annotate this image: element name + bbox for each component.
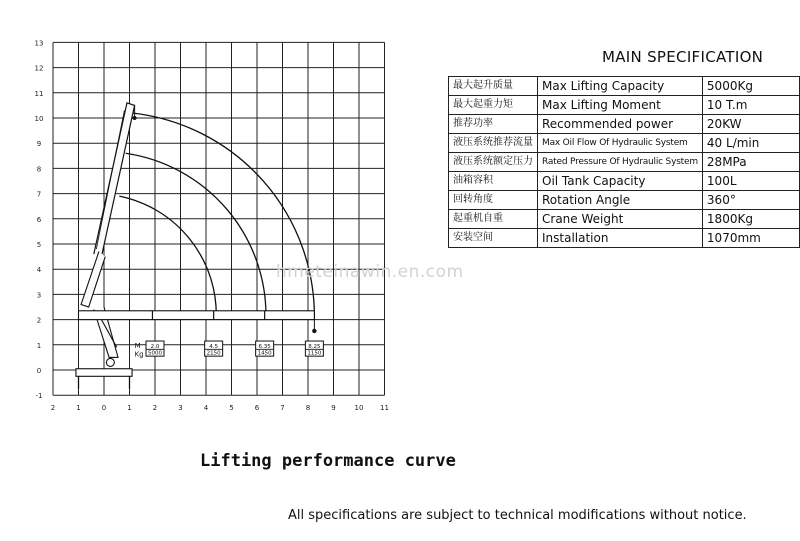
x-tick-label: 1 bbox=[127, 404, 132, 413]
spec-row bbox=[449, 134, 800, 153]
spec-label-en: Max Oil Flow Of Hydraulic System bbox=[538, 134, 703, 153]
load-m-label: M bbox=[134, 341, 141, 350]
spec-row bbox=[449, 153, 800, 172]
slew-ring bbox=[106, 358, 114, 366]
y-tick-label: 3 bbox=[36, 291, 42, 300]
spec-label-en: Max Lifting Capacity bbox=[538, 77, 703, 96]
x-tick-label: 6 bbox=[254, 404, 260, 413]
spec-label-en: Rated Pressure Of Hydraulic System bbox=[538, 153, 703, 172]
spec-label-cn: 液压系统推荐流量 bbox=[449, 134, 538, 153]
spec-row bbox=[449, 229, 800, 248]
spec-row bbox=[449, 77, 800, 96]
y-tick-label: 11 bbox=[34, 89, 44, 98]
spec-label-cn: 安装空间 bbox=[449, 229, 538, 248]
spec-label-en: Rotation Angle bbox=[538, 191, 703, 210]
load-radius: 6.35 bbox=[258, 343, 271, 350]
spec-value: 40 L/min bbox=[702, 134, 799, 153]
caption: Lifting performance curve bbox=[200, 451, 456, 471]
y-tick-label: 0 bbox=[36, 367, 42, 375]
extended-boom bbox=[79, 311, 315, 320]
y-tick-label: 13 bbox=[34, 39, 44, 48]
y-tick-label: 6 bbox=[36, 215, 42, 224]
spec-label-cn: 推荐功率 bbox=[449, 115, 538, 134]
x-tick-label: 9 bbox=[331, 404, 336, 413]
spec-label-en: Installation bbox=[538, 229, 703, 248]
load-kg-label: Kg bbox=[134, 350, 144, 359]
spec-label-cn: 液压系统额定压力 bbox=[449, 153, 538, 172]
spec-label-en: Max Lifting Moment bbox=[538, 96, 703, 115]
spec-table bbox=[448, 76, 800, 248]
y-tick-label: 10 bbox=[34, 115, 44, 123]
y-tick-label: 4 bbox=[36, 266, 42, 275]
spec-value: 28MPa bbox=[702, 153, 799, 172]
y-tick-label: 2 bbox=[36, 316, 42, 325]
load-capacity: 1450 bbox=[257, 350, 272, 357]
raised-boom bbox=[94, 103, 135, 257]
spec-label-cn: 最大起升质量 bbox=[449, 77, 538, 96]
load-radius: 4.5 bbox=[209, 343, 219, 350]
y-tick-label: 9 bbox=[36, 140, 42, 149]
spec-row bbox=[449, 172, 800, 191]
y-tick-label: 1 bbox=[36, 341, 42, 350]
x-tick-label: 7 bbox=[280, 404, 285, 413]
notice: All specifications are subject to technical modifications without notice. bbox=[288, 508, 747, 523]
load-capacity: 1150 bbox=[307, 350, 322, 357]
spec-row bbox=[449, 191, 800, 210]
spec-value: 360° bbox=[702, 191, 799, 210]
load-radius: 2.0 bbox=[150, 343, 160, 350]
load-table bbox=[135, 341, 324, 359]
spec-label-cn: 起重机自重 bbox=[449, 210, 538, 229]
spec-value: 1070mm bbox=[702, 229, 799, 248]
y-tick-label: 5 bbox=[36, 241, 42, 249]
hook bbox=[133, 116, 137, 120]
x-tick-label: 11 bbox=[380, 404, 389, 413]
spec-value: 20KW bbox=[702, 115, 799, 134]
y-tick-label: 8 bbox=[36, 165, 42, 174]
spec-title: MAIN SPECIFICATION bbox=[602, 48, 764, 66]
working-range-curves bbox=[119, 113, 314, 320]
x-tick-label: 5 bbox=[229, 404, 234, 413]
spec-row bbox=[449, 96, 800, 115]
base-frame bbox=[76, 369, 132, 377]
y-tick-label: -1 bbox=[35, 392, 43, 401]
spec-row bbox=[449, 115, 800, 134]
spec-value: 5000Kg bbox=[702, 77, 799, 96]
x-tick-label: 4 bbox=[203, 404, 209, 413]
x-tick-label: 1 bbox=[76, 404, 81, 413]
x-tick-label: 2 bbox=[50, 404, 56, 413]
inner-boom bbox=[81, 252, 105, 307]
spec-label-cn: 最大起重力矩 bbox=[449, 96, 538, 115]
spec-label-en: Oil Tank Capacity bbox=[538, 172, 703, 191]
spec-label-cn: 回转角度 bbox=[449, 191, 538, 210]
x-tick-label: 0 bbox=[101, 404, 107, 413]
x-tick-label: 10 bbox=[354, 404, 364, 413]
x-tick-label: 2 bbox=[152, 404, 158, 413]
y-axis-ticks bbox=[35, 39, 44, 400]
x-tick-label: 3 bbox=[178, 404, 183, 413]
spec-label-cn: 油箱容积 bbox=[449, 172, 538, 191]
range-arc-3 bbox=[119, 196, 216, 319]
spec-value: 100L bbox=[702, 172, 799, 191]
x-axis-ticks bbox=[51, 404, 389, 412]
raised-boom-inner bbox=[96, 110, 124, 249]
x-tick-label: 8 bbox=[305, 404, 311, 413]
spec-value: 10 T.m bbox=[702, 96, 799, 115]
y-tick-label: 12 bbox=[34, 64, 44, 73]
spec-row bbox=[449, 210, 800, 229]
y-tick-label: 7 bbox=[36, 190, 42, 199]
watermark: hmeteinawin.en.com bbox=[276, 262, 464, 282]
crane-drawing bbox=[76, 103, 317, 389]
spec-label-en: Crane Weight bbox=[538, 210, 703, 229]
range-arc-1 bbox=[132, 113, 314, 320]
load-capacity: 2150 bbox=[206, 350, 221, 357]
load-radius: 8.25 bbox=[308, 343, 321, 350]
spec-label-en: Recommended power bbox=[538, 115, 703, 134]
tip-hook bbox=[312, 329, 316, 333]
spec-value: 1800Kg bbox=[702, 210, 799, 229]
load-capacity: 5000 bbox=[148, 350, 162, 357]
